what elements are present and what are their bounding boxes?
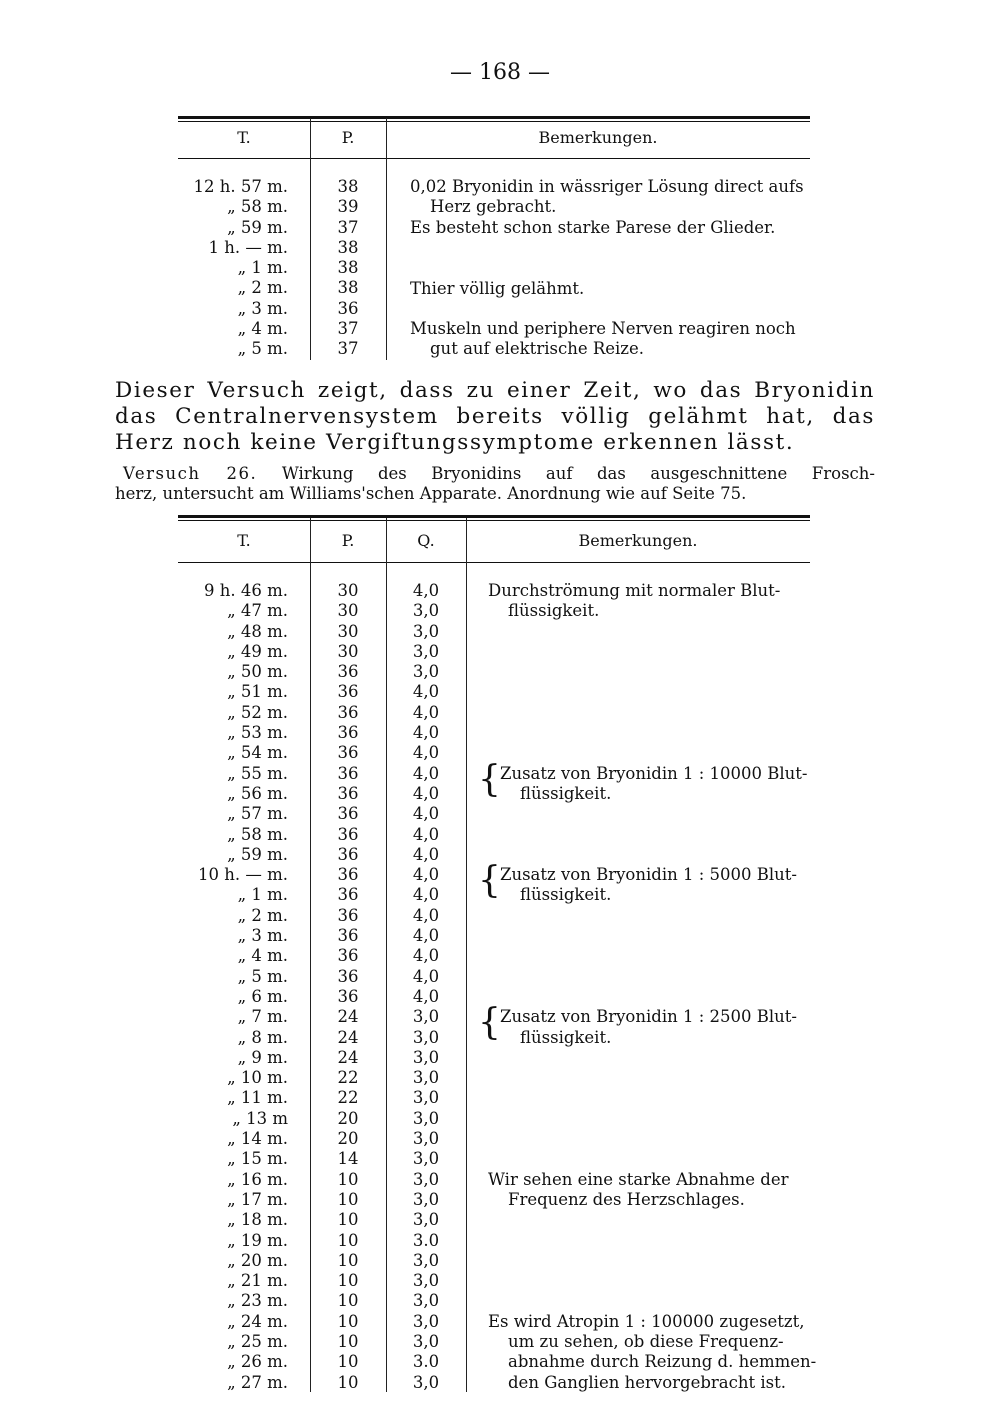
time-cell: „ 16 m. <box>227 1169 288 1189</box>
p-cell: 22 <box>337 1068 359 1088</box>
table-1-top-rule <box>178 116 810 119</box>
time-cell: „ 3 m. <box>237 926 288 946</box>
time-cell: „ 2 m. <box>237 905 288 925</box>
q-cell: 3,0 <box>412 1088 440 1108</box>
time-cell: „ 50 m. <box>227 662 288 682</box>
time-cell: „ 4 m. <box>237 946 288 966</box>
time-cell: 9 h. 46 m. <box>204 581 288 600</box>
remark <box>488 1170 789 1211</box>
p-cell: 36 <box>337 905 359 925</box>
time-cell: „ 17 m. <box>227 1189 288 1209</box>
p-cell: 10 <box>337 1169 359 1189</box>
p-cell: 36 <box>337 966 359 986</box>
versuch-line-2: herz, untersucht am Williams'schen Apparate. Anordnung wie auf Seite 75. <box>115 484 747 503</box>
q-cell: 4,0 <box>412 926 440 946</box>
q-cell: 4,0 <box>412 783 440 803</box>
p-cell: 24 <box>337 1027 359 1047</box>
time-cell: „ 6 m. <box>237 986 288 1006</box>
p-cell: 36 <box>337 926 359 946</box>
body-paragraph <box>115 378 875 456</box>
p-cell: 10 <box>337 1352 359 1372</box>
q-cell: 3,0 <box>412 1129 440 1149</box>
remark-line: Zusatz von Bryonidin 1 : 10000 Blut- <box>500 763 808 783</box>
p-cell: 36 <box>337 298 359 318</box>
p-cell: 37 <box>337 217 359 237</box>
remark-line: Herz gebracht. <box>430 197 557 217</box>
time-cell: „ 47 m. <box>227 601 288 621</box>
remark-line: Es wird Atropin 1 : 100000 zugesetzt, <box>488 1311 805 1331</box>
remark <box>488 581 780 622</box>
p-cell: 10 <box>337 1271 359 1291</box>
p-cell: 36 <box>337 885 359 905</box>
remark-line: Zusatz von Bryonidin 1 : 5000 Blut- <box>500 865 797 885</box>
p-cell: 20 <box>337 1108 359 1128</box>
time-cell: 12 h. 57 m. <box>193 177 288 196</box>
time-cell: „ 19 m. <box>227 1230 288 1250</box>
time-cell: „ 13 m <box>232 1108 288 1128</box>
time-cell: „ 18 m. <box>227 1210 288 1230</box>
p-cell: 36 <box>337 682 359 702</box>
time-cell: „ 55 m. <box>227 763 288 783</box>
time-cell: „ 56 m. <box>227 783 288 803</box>
p-cell: 36 <box>337 946 359 966</box>
q-cell: 4,0 <box>412 885 440 905</box>
q-cell: 3,0 <box>412 1311 440 1331</box>
q-cell: 3,0 <box>412 621 440 641</box>
p-cell: 38 <box>337 177 359 196</box>
p-cell: 36 <box>337 662 359 682</box>
time-cell: „ 59 m. <box>227 217 288 237</box>
time-cell: „ 3 m. <box>237 298 288 318</box>
paragraph-line: Dieser Versuch zeigt, dass zu einer Zeit, wo das Bryonidin <box>115 378 875 403</box>
remark <box>500 1007 797 1048</box>
remark-line: flüssigkeit. <box>520 885 612 905</box>
remark <box>410 218 775 238</box>
table-2-header-rule <box>178 562 810 563</box>
paragraph-line: Herz noch keine Vergiftungssymptome erkennen lässt. <box>115 430 795 455</box>
table-1-header-p: P. <box>341 128 355 147</box>
q-cell: 3,0 <box>412 1169 440 1189</box>
p-cell: 38 <box>337 278 359 298</box>
table-1-top-rule-thin <box>178 121 810 122</box>
table-2-header-bemerkungen: Bemerkungen. <box>578 531 698 550</box>
remark-line: flüssigkeit. <box>520 1027 612 1047</box>
time-cell: „ 25 m. <box>227 1331 288 1351</box>
remark-line: flüssigkeit. <box>520 783 612 803</box>
p-cell: 36 <box>337 844 359 864</box>
p-cell: 30 <box>337 621 359 641</box>
remark <box>488 1312 816 1393</box>
time-cell: „ 11 m. <box>227 1088 288 1108</box>
remark-line: um zu sehen, ob diese Frequenz- <box>508 1332 784 1352</box>
p-cell: 30 <box>337 581 359 600</box>
remark <box>410 177 804 218</box>
p-cell: 10 <box>337 1250 359 1270</box>
table-1-header-bemerkungen: Bemerkungen. <box>538 128 658 147</box>
q-cell: 3,0 <box>412 1271 440 1291</box>
q-cell: 4,0 <box>412 702 440 722</box>
remark-line: Frequenz des Herzschlages. <box>508 1189 745 1209</box>
p-cell: 10 <box>337 1189 359 1209</box>
q-cell: 3,0 <box>412 1068 440 1088</box>
table-2-header-q: Q. <box>417 531 435 550</box>
p-cell: 10 <box>337 1210 359 1230</box>
time-cell: „ 4 m. <box>237 319 288 339</box>
time-cell: „ 51 m. <box>227 682 288 702</box>
q-cell: 3,0 <box>412 641 440 661</box>
versuch-label: Versuch 26. <box>123 464 258 483</box>
p-cell: 24 <box>337 1007 359 1027</box>
q-cell: 3,0 <box>412 601 440 621</box>
p-cell: 10 <box>337 1372 359 1392</box>
time-cell: „ 5 m. <box>237 339 288 359</box>
q-cell: 3,0 <box>412 1291 440 1311</box>
table-2-top-rule-thin <box>178 520 810 521</box>
table-1-header-t: T. <box>237 128 251 147</box>
p-cell: 36 <box>337 783 359 803</box>
time-cell: „ 54 m. <box>227 743 288 763</box>
p-cell: 38 <box>337 258 359 278</box>
p-cell: 24 <box>337 1047 359 1067</box>
q-cell: 4,0 <box>412 804 440 824</box>
p-cell: 36 <box>337 804 359 824</box>
p-cell: 37 <box>337 319 359 339</box>
time-cell: „ 53 m. <box>227 723 288 743</box>
brace-mark: { <box>478 758 501 800</box>
remark-line: Wir sehen eine starke Abnahme der <box>488 1169 789 1189</box>
versuch-caption <box>115 464 875 504</box>
q-cell: 3,0 <box>412 1250 440 1270</box>
time-cell: „ 58 m. <box>227 197 288 217</box>
q-cell: 3.0 <box>412 1352 440 1372</box>
time-cell: „ 9 m. <box>237 1047 288 1067</box>
table-2-col-divider <box>466 518 467 1392</box>
time-cell: „ 52 m. <box>227 702 288 722</box>
p-cell: 36 <box>337 763 359 783</box>
table-1-p-column <box>310 177 386 360</box>
table-1-col-divider <box>386 118 387 360</box>
p-cell: 38 <box>337 237 359 257</box>
time-cell: „ 24 m. <box>227 1311 288 1331</box>
q-cell: 3,0 <box>412 1027 440 1047</box>
time-cell: „ 57 m. <box>227 804 288 824</box>
remark <box>500 764 808 805</box>
q-cell: 3.0 <box>412 1230 440 1250</box>
time-cell: „ 21 m. <box>227 1271 288 1291</box>
p-cell: 20 <box>337 1129 359 1149</box>
q-cell: 4,0 <box>412 763 440 783</box>
q-cell: 4,0 <box>412 581 440 600</box>
remark-line: gut auf elektrische Reize. <box>430 339 644 359</box>
remark <box>410 279 584 299</box>
q-cell: 3,0 <box>412 1189 440 1209</box>
q-cell: 3,0 <box>412 1372 440 1392</box>
remark-line: den Ganglien hervorgebracht ist. <box>508 1372 786 1392</box>
page-number: — 168 — <box>450 60 550 85</box>
time-cell: „ 20 m. <box>227 1250 288 1270</box>
time-cell: „ 5 m. <box>237 966 288 986</box>
remark-line: Thier völlig gelähmt. <box>410 278 585 298</box>
q-cell: 4,0 <box>412 946 440 966</box>
table-2-header-p: P. <box>341 531 355 550</box>
time-cell: „ 14 m. <box>227 1129 288 1149</box>
remark-line: flüssigkeit. <box>508 601 600 621</box>
table-2-q-column <box>386 581 466 1393</box>
q-cell: 3,0 <box>412 1331 440 1351</box>
q-cell: 4,0 <box>412 743 440 763</box>
brace-mark: { <box>478 1002 501 1044</box>
p-cell: 36 <box>337 723 359 743</box>
remark-line: Muskeln und periphere Nerven reagiren noch <box>410 319 796 339</box>
remark-line: Es besteht schon starke Parese der Glieder. <box>410 217 776 237</box>
q-cell: 4,0 <box>412 844 440 864</box>
p-cell: 10 <box>337 1311 359 1331</box>
time-cell: „ 1 m. <box>237 258 288 278</box>
remark <box>410 319 796 360</box>
remark-line: abnahme durch Reizung d. hemmen- <box>508 1352 817 1372</box>
p-cell: 36 <box>337 865 359 885</box>
table-2-header-t: T. <box>237 531 251 550</box>
q-cell: 4,0 <box>412 723 440 743</box>
time-cell: „ 59 m. <box>227 844 288 864</box>
remark-line: Durchströmung mit normaler Blut- <box>488 581 781 600</box>
p-cell: 14 <box>337 1149 359 1169</box>
time-cell: „ 15 m. <box>227 1149 288 1169</box>
time-cell: „ 49 m. <box>227 641 288 661</box>
remark-line: 0,02 Bryonidin in wässriger Lösung direct aufs <box>410 177 804 196</box>
q-cell: 3,0 <box>412 662 440 682</box>
q-cell: 4,0 <box>412 824 440 844</box>
p-cell: 39 <box>337 197 359 217</box>
versuch-title: Wirkung des Bryonidins auf das ausgeschnittene Frosch- <box>281 464 875 483</box>
q-cell: 3,0 <box>412 1108 440 1128</box>
time-cell: 1 h. — m. <box>208 237 288 257</box>
time-cell: „ 8 m. <box>237 1027 288 1047</box>
q-cell: 4,0 <box>412 986 440 1006</box>
q-cell: 3,0 <box>412 1210 440 1230</box>
q-cell: 4,0 <box>412 905 440 925</box>
table-1-header-rule <box>178 158 810 159</box>
time-cell: „ 1 m. <box>237 885 288 905</box>
time-cell: „ 48 m. <box>227 621 288 641</box>
p-cell: 22 <box>337 1088 359 1108</box>
q-cell: 3,0 <box>412 1149 440 1169</box>
p-cell: 36 <box>337 986 359 1006</box>
p-cell: 36 <box>337 824 359 844</box>
paragraph-line: das Centralnervensystem bereits völlig gelähmt hat, das <box>115 404 875 429</box>
time-cell: „ 7 m. <box>237 1007 288 1027</box>
p-cell: 37 <box>337 339 359 359</box>
table-2-p-column <box>310 581 386 1393</box>
remark <box>500 865 797 906</box>
p-cell: 36 <box>337 743 359 763</box>
q-cell: 4,0 <box>412 865 440 885</box>
remark-line: Zusatz von Bryonidin 1 : 2500 Blut- <box>500 1007 797 1027</box>
time-cell: „ 26 m. <box>227 1352 288 1372</box>
time-cell: 10 h. — m. <box>198 865 288 885</box>
time-cell: „ 10 m. <box>227 1068 288 1088</box>
table-2-time-column <box>178 581 288 1393</box>
time-cell: „ 2 m. <box>237 278 288 298</box>
q-cell: 3,0 <box>412 1007 440 1027</box>
p-cell: 10 <box>337 1230 359 1250</box>
time-cell: „ 23 m. <box>227 1291 288 1311</box>
q-cell: 4,0 <box>412 966 440 986</box>
q-cell: 3,0 <box>412 1047 440 1067</box>
brace-mark: { <box>478 860 501 902</box>
q-cell: 4,0 <box>412 682 440 702</box>
table-1-time-column <box>178 177 288 360</box>
table-2-top-rule <box>178 515 810 518</box>
p-cell: 30 <box>337 601 359 621</box>
p-cell: 10 <box>337 1331 359 1351</box>
p-cell: 36 <box>337 702 359 722</box>
time-cell: „ 58 m. <box>227 824 288 844</box>
time-cell: „ 27 m. <box>227 1372 288 1392</box>
p-cell: 10 <box>337 1291 359 1311</box>
p-cell: 30 <box>337 641 359 661</box>
